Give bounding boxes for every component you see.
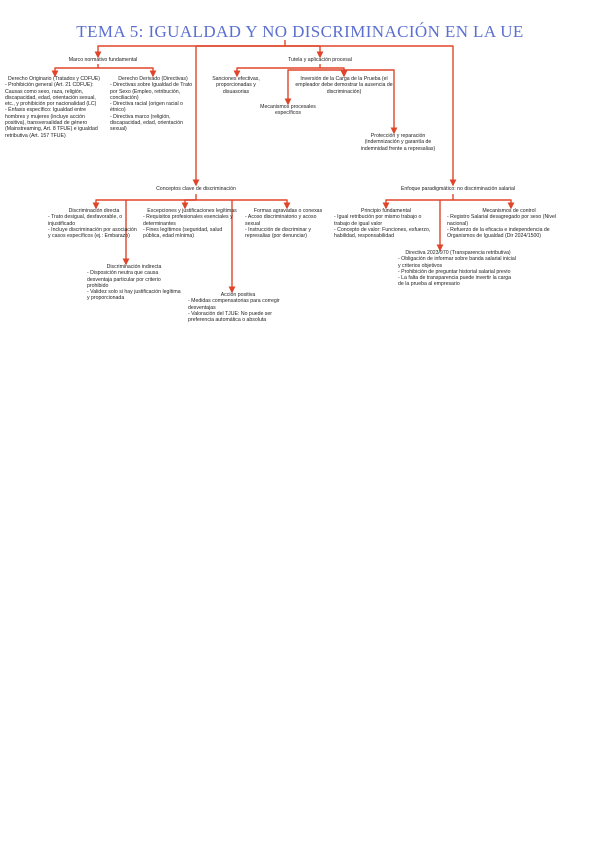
- link-marco-originario: [55, 64, 98, 76]
- node-tutela-heading: Tutela y aplicación procesal: [288, 57, 352, 63]
- node-enfoque-heading: Enfoque paradigmático: no discriminación salarial: [400, 186, 516, 192]
- node-mecanismos-procesales-heading: Mecanismos procesales específicos: [260, 104, 316, 117]
- link-marco-derivado: [98, 68, 153, 76]
- node-directiva-body: - Obligación de informar sobre banda salarial inicial y criterios objetivos - Prohibición de preguntar historial salarial previo - La falta de transparencia puede invertir la carga de la prueba al empresario: [398, 256, 516, 288]
- node-formas-body: - Acoso discriminatorio y acoso sexual - Instrucción de discriminar y represalias (por denunciar): [245, 214, 317, 240]
- node-control: [447, 208, 571, 239]
- link-conceptos-formas: [196, 200, 287, 208]
- node-indirecta: [87, 264, 181, 302]
- node-directa-heading: Discriminación directa: [68, 208, 120, 214]
- link-enfoque-principio: [386, 194, 453, 208]
- node-principio: [334, 208, 438, 239]
- node-principio-body: - Igual retribución por mismo trabajo o trabajo de igual valor - Concepto de valor: Funciones, esfuerzo, habilidad, responsabilidad: [334, 214, 431, 240]
- node-directa-body: - Trato desigual, desfavorable, o injustificado - Incluye discriminación por asociación y casos específicos (ej.: Embarazo): [48, 214, 137, 240]
- link-conceptos-excepciones: [185, 200, 196, 208]
- node-sanciones-heading: Sanciones efectivas, proporcionadas y disuasorias: [212, 76, 260, 95]
- node-indirecta-heading: Discriminación indirecta: [106, 264, 162, 270]
- node-derivado-body: - Directivas sobre Igualdad de Trato por Sexo (Empleo, retribución, conciliación) - Directiva racial (origen racial o étnico) - Directiva marco (religión, discapacidad, edad, orientación sexual): [110, 82, 193, 133]
- node-accion: [188, 292, 288, 323]
- node-excepciones-body: - Requisitos profesionales esenciales y determinantes - Fines legítimos (seguridad, salud pública, edad mínima): [143, 214, 233, 240]
- link-enfoque-control: [453, 200, 511, 208]
- node-derivado-heading: Derecho Derivado (Directivas): [118, 76, 188, 82]
- node-excepciones-heading: Excepciones y justificaciones legítimas: [147, 208, 237, 214]
- node-accion-heading: Acción positiva: [220, 292, 256, 298]
- node-enfoque: [388, 186, 528, 192]
- node-originario: [5, 76, 103, 139]
- map-title: TEMA 5: IGUALDAD Y NO DISCRIMINACIÓN EN LA UE: [76, 22, 524, 41]
- link-root-marco: [98, 40, 285, 57]
- node-control-heading: Mecanismos de control: [482, 208, 536, 214]
- node-control-body: - Registro Salarial desagregado por sexo (Nivel nacional) - Refuerzo de la eficacia e independencia de Organismos de Igualdad (Dir 2024/1500): [447, 214, 556, 240]
- node-accion-body: - Medidas compensatorias para corregir desventajas - Valoración del TJUE: No puede ser preferencia automática o absoluta: [188, 298, 280, 324]
- node-originario-heading: Derecho Originario (Tratados y CDFUE): [7, 76, 101, 82]
- link-conceptos-directa: [96, 194, 196, 208]
- node-formas-heading: Formas agravadas o conexas: [253, 208, 323, 214]
- node-tutela: [275, 57, 365, 63]
- node-sanciones: [204, 76, 268, 95]
- node-directiva: [398, 250, 518, 288]
- node-derivado: [110, 76, 196, 133]
- node-conceptos-heading: Conceptos clave de discriminación: [156, 186, 236, 192]
- node-marco-heading: Marco normativo fundamental: [68, 57, 138, 63]
- node-mecanismos-procesales: [250, 104, 326, 117]
- node-inversion: [291, 76, 397, 95]
- node-directa: [48, 208, 140, 239]
- node-proteccion-heading: Protección y reparación (indemnización y garantía de indemnidad frente a represalias): [360, 133, 436, 152]
- node-indirecta-body: - Disposición neutra que causa desventaja particular por criterio prohibido - Validez solo si hay justificación legítima y proporcionada: [87, 270, 181, 302]
- node-marco: [48, 57, 158, 63]
- node-inversion-heading: Inversión de la Carga de la Prueba (el empleador debe demostrar la ausencia de discriminación): [295, 76, 393, 95]
- node-originario-body: - Prohibición general (Art. 21 CDFUE): Causas como sexo, raza, religión, discapacidad, edad, orientación sexual, etc., y prohibición por nacionalidad (LC) - Énfasis específico: Igualdad entre hombres y mujeres (incluye acción positiva), transversalidad de género (Mainstreaming, Art. 8 TFUE) e igualdad retributiva (Art. 157 TFUE): [5, 82, 98, 139]
- node-excepciones: [143, 208, 241, 239]
- link-tutela-inversion: [320, 68, 344, 76]
- node-proteccion: [356, 133, 440, 152]
- link-root-tutela: [285, 46, 320, 57]
- node-conceptos: [140, 186, 252, 192]
- node-directiva-heading: Directiva 2023/970 (Transparencia retributiva): [405, 250, 511, 256]
- node-principio-heading: Principio fundamental: [361, 208, 411, 214]
- node-formas: [245, 208, 331, 239]
